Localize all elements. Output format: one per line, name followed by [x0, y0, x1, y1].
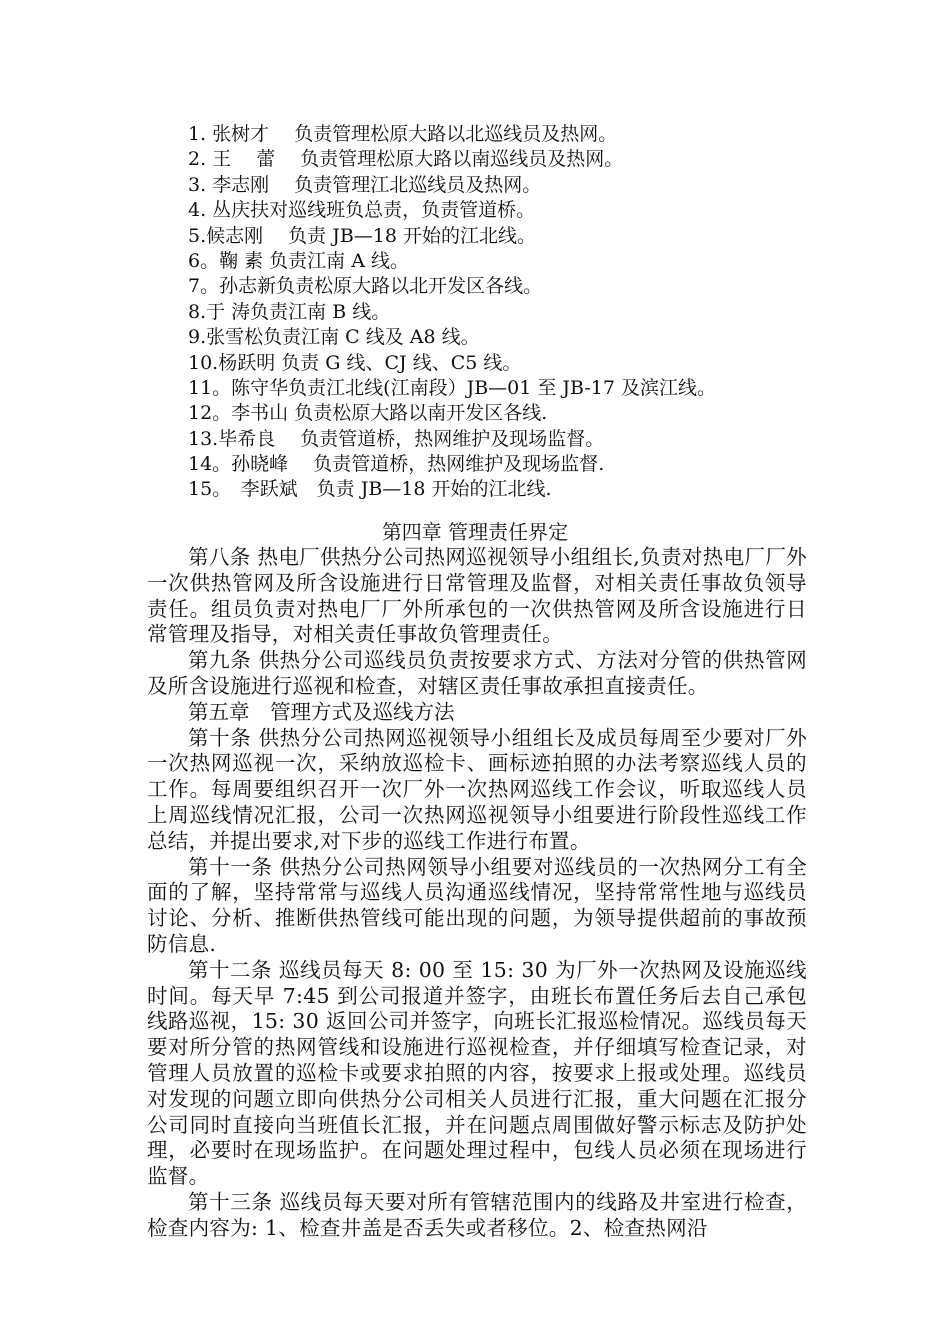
assignment-list [188, 122, 888, 503]
chapter-4-title: 第四章 管理责任界定 [381, 520, 569, 544]
assignment-item: 13.毕希良 负责管道桥，热网维护及现场监督。 [188, 427, 605, 450]
article-9: 第九条 供热分公司巡线员负责按要求方式、方法对分管的供热管网及所含设施进行巡视和检查，对辖区责任事故承担直接责任。 [147, 648, 807, 698]
article-13: 第十三条 巡线员每天要对所有管辖范围内的线路及井室进行检查，检查内容为: 1、检查井盖是否丢失或者移位。2、检查热网沿 [147, 1189, 807, 1240]
assignment-item: 1. 张树才 负责管理松原大路以北巡线员及热网。 [188, 123, 618, 145]
assignment-item: 5.候志刚 负责 JB—18 开始的江北线。 [188, 224, 537, 247]
assignment-item: 3. 李志刚 负责管理江北巡线员及热网。 [188, 173, 542, 196]
assignment-item: 8.于 涛负责江南 B 线。 [188, 300, 391, 323]
article-10: 第十条 供热分公司热网巡视领导小组组长及成员每周至少要对厂外一次热网巡视一次，采纳放巡检卡、画标迹拍照的办法考察巡线人员的工作。每周要组织召开一次厂外一次热网巡线工作会议，听取巡线人员上周巡线情况汇报，公司一次热网巡视领导小组要进行阶段性巡线工作总结，并提出要求,对下步的巡线工作进行布置。 [147, 725, 807, 853]
assignment-item: 10.杨跃明 负责 G 线、CJ 线、C5 线。 [188, 351, 522, 374]
assignment-item: 15。 李跃斌 负责 JB—18 开始的江北线. [188, 478, 552, 501]
assignment-item: 9.张雪松负责江南 C 线及 A8 线。 [188, 326, 480, 349]
chapter-5-title: 第五章 管理方式及巡线方法 [188, 699, 455, 724]
assignment-item: 14。孙晓峰 负责管道桥，热网维护及现场监督. [188, 453, 605, 476]
article-12: 第十二条 巡线员每天 8: 00 至 15: 30 为厂外一次热网及设施巡线时间。每天早 7:45 到公司报道并签字，由班长布置任务后去自己承包线路巡视，15: 30 返回公司并签字，向班长汇报巡检情况。巡线员每天要对所分管的热网管线和设施进行巡视检查，并仔细填写检查记录，对管理人员放置的巡检卡或要求拍照的内容，按要求上报或处理。巡线员对发现的问题立即向供热分公司相关人员进行汇报，重大问题在汇报分公司同时直接向当班值长汇报，并在问题点周围做好警示标志及防护处理，必要时在现场监护。在问题处理过程中，包线人员必须在现场进行监督。 [147, 957, 807, 1189]
body-text [147, 545, 807, 1242]
assignment-item: 2. 王 蕾 负责管理松原大路以南巡线员及热网。 [188, 148, 624, 171]
assignment-item: 7。孙志新负责松原大路以北开发区各线。 [188, 275, 543, 298]
article-11: 第十一条 供热分公司热网领导小组要对巡线员的一次热网分工有全面的了解，坚持常常与巡线人员沟通巡线情况，坚持常常性地与巡线员讨论、分析、推断供热管线可能出现的问题，为领导提供超前的事故预防信息. [147, 854, 807, 956]
assignment-item: 11。陈守华负责江北线(江南段）JB—01 至 JB-17 及滨江线。 [188, 376, 716, 399]
assignment-item: 4. 丛庆扶对巡线班负总责，负责管道桥。 [188, 199, 536, 222]
article-8: 第八条 热电厂供热分公司热网巡视领导小组组长,负责对热电厂厂外一次供热管网及所含设施进行日常管理及监督，对相关责任事故负领导责任。组员负责对热电厂厂外所承包的一次供热管网及所含设施进行日常管理及指导，对相关责任事故负管理责任。 [147, 545, 807, 647]
assignment-item: 6。鞠 素 负责江南 A 线。 [188, 249, 409, 272]
assignment-item: 12。李书山 负责松原大路以南开发区各线. [188, 402, 548, 425]
